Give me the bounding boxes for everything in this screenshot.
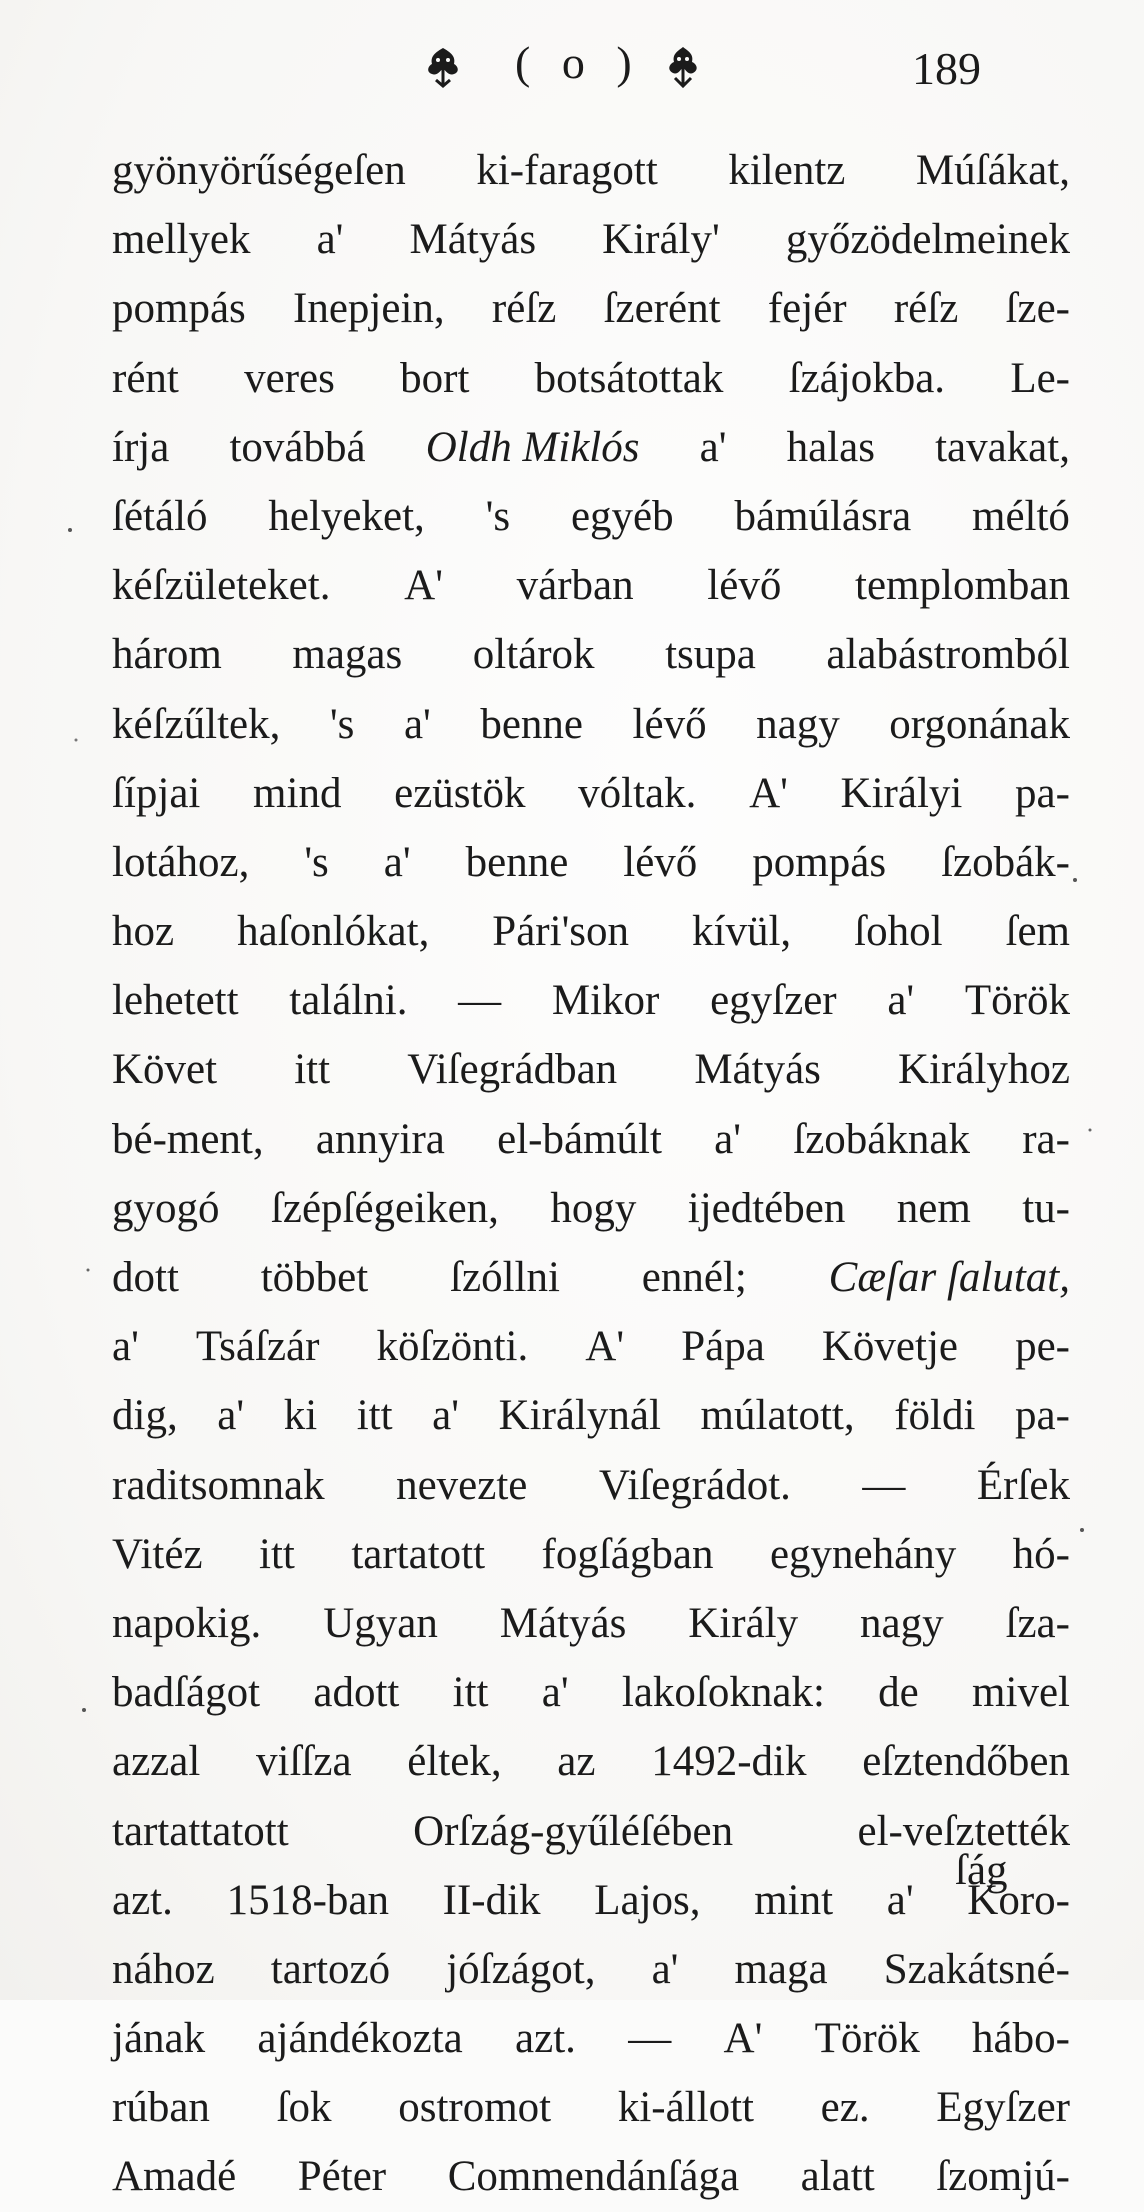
word: 1492-dik (651, 1738, 807, 1786)
word: a' (886, 1876, 914, 1924)
word: helyeket, (268, 492, 425, 540)
text-line (112, 1589, 1070, 1658)
word: ſze- (1005, 285, 1070, 333)
word: tartattatott (112, 1807, 289, 1855)
word: kéſzűltek, (112, 700, 281, 748)
word: tu- (1022, 1184, 1070, 1232)
word: tsupa (665, 631, 756, 679)
word: bort (400, 354, 470, 402)
word: hogy (550, 1184, 637, 1232)
word: Királyi (840, 769, 963, 817)
word: maga (734, 1945, 828, 1993)
word: halas (786, 423, 875, 471)
word: egyéb (570, 492, 674, 540)
word: Commendánſága (447, 2153, 740, 2201)
word: Tsáſzár (195, 1323, 320, 1371)
word: jának (112, 2015, 206, 2063)
word: azzal (112, 1738, 201, 1786)
word: itt (356, 1392, 393, 1440)
word: tartatott (351, 1530, 486, 1578)
word: az (557, 1738, 596, 1786)
word: Mátyás (694, 1046, 821, 1094)
word: mivel (972, 1669, 1070, 1717)
word: réſz (491, 285, 557, 333)
word: nához (112, 1945, 215, 1993)
word: nagy (756, 700, 840, 748)
word: annyira (315, 1115, 445, 1163)
word: A' (585, 1323, 625, 1371)
word: ſzerént (603, 285, 721, 333)
word: fejér (767, 285, 847, 333)
word: Mátyás (409, 216, 537, 264)
word: ſzobáknak (793, 1115, 970, 1163)
word: 's (485, 492, 511, 540)
word: benne (480, 700, 583, 748)
word: ſohol (854, 908, 943, 956)
word: tavakat, (935, 423, 1070, 471)
word: Királyhoz (898, 1046, 1070, 1094)
text-line (112, 1727, 1070, 1796)
word: ſok (276, 2084, 332, 2132)
word: templomban (855, 562, 1070, 610)
text-line (112, 344, 1070, 413)
word: pompás (112, 285, 246, 333)
text-line (112, 897, 1070, 966)
word: ſzóllni (450, 1254, 560, 1301)
text-line (112, 1935, 1070, 2004)
word: 1518-ban (226, 1876, 389, 1924)
word: Érſek (976, 1461, 1070, 1509)
text-line (112, 1451, 1070, 1520)
word: pe- (1015, 1323, 1070, 1371)
word: éltek, (407, 1738, 502, 1786)
word: mind (253, 769, 342, 817)
word: Követ (112, 1046, 218, 1094)
word: ki-állott (617, 2084, 754, 2132)
word: nevezte (396, 1461, 528, 1509)
text-line (112, 482, 1070, 551)
word: rént (112, 354, 179, 402)
word: a' (217, 1392, 245, 1440)
word: 's (304, 838, 329, 886)
text-line (112, 1035, 1070, 1104)
catchword: ſág (955, 1847, 1008, 1894)
word: dig, (112, 1392, 178, 1440)
word: — (458, 977, 502, 1025)
word: ſzépſégeiken, (270, 1184, 499, 1232)
word: a' (541, 1669, 569, 1717)
word: oltárok (472, 631, 595, 679)
word: Orſzág-gyűléſében (413, 1807, 734, 1855)
word: egynehány (769, 1530, 957, 1578)
word: ostromot (398, 2084, 552, 2132)
word: 's (329, 700, 355, 748)
word: Viſegrádot. (598, 1461, 791, 1509)
word: alatt (800, 2153, 875, 2201)
word: találni. (289, 977, 408, 1025)
word: haſonlókat, (237, 908, 430, 956)
text-line (112, 690, 1070, 759)
word: méltó (972, 492, 1070, 540)
word: raditsomnak (112, 1461, 325, 1509)
word: de (878, 1669, 919, 1717)
word: jóſzágot, (446, 1945, 596, 1993)
text-line (112, 274, 1070, 343)
word: Koro- (967, 1876, 1070, 1924)
word: lotához, (112, 838, 250, 886)
word: Török (964, 977, 1070, 1025)
word: Péter (297, 2153, 387, 2201)
word: ijedtében (687, 1184, 846, 1232)
word: Pári'son (492, 908, 630, 956)
word: a' (887, 977, 915, 1025)
word: fogſágban (541, 1530, 714, 1578)
text-line (112, 136, 1070, 205)
word: adott (313, 1669, 400, 1717)
word: Török (814, 2015, 920, 2063)
word: magas (292, 631, 403, 679)
word: a' (112, 1323, 139, 1371)
word: ki-faragott (476, 147, 658, 194)
flower-ornament-icon (658, 42, 708, 92)
text-line (112, 2073, 1070, 2142)
word: hó- (1012, 1530, 1070, 1578)
word: ra- (1022, 1115, 1070, 1163)
word: Inepjein, (293, 285, 445, 333)
word: itt (452, 1669, 489, 1717)
word: ſétáló (112, 492, 208, 540)
word: a' (383, 838, 411, 886)
word: ſzomjú- (936, 2153, 1070, 2201)
word: Le- (1010, 354, 1070, 402)
word: Amadé (112, 2153, 237, 2201)
word: gyönyörűségeſen (112, 147, 406, 194)
word: bé-ment, (112, 1115, 264, 1163)
word: gyogó (112, 1184, 220, 1232)
word: el-bámúlt (497, 1115, 662, 1163)
word: dott (112, 1254, 179, 1301)
word: lehetett (112, 977, 239, 1025)
word: — (862, 1461, 906, 1509)
text-line (112, 551, 1070, 620)
text-line (112, 1797, 1070, 1866)
word: — (628, 2015, 672, 2063)
word: Mátyás (499, 1599, 627, 1647)
word: veres (244, 354, 335, 402)
word: azt. (515, 2015, 576, 2063)
word: lévő (632, 700, 707, 748)
word: A' (749, 769, 788, 817)
word: a' (699, 423, 727, 471)
word: ez. (820, 2084, 870, 2132)
word: Vitéz (112, 1530, 203, 1578)
word: lakoſoknak: (621, 1669, 825, 1717)
word: Ugyan (323, 1599, 438, 1647)
word: azt. (112, 1876, 173, 1924)
word: alabástromból (826, 631, 1070, 679)
word: Követje (821, 1323, 958, 1371)
text-line (112, 1866, 1070, 1935)
word: a' (714, 1115, 741, 1163)
italic-phrase: Cæſar ſalutat, (828, 1254, 1070, 1301)
text-line (112, 759, 1070, 828)
word: mint (754, 1876, 834, 1924)
text-line (112, 413, 1070, 482)
word: Múſákat, (915, 147, 1070, 194)
word: bámúlásra (734, 492, 912, 540)
word: kéſzületeket. (112, 562, 331, 610)
word: győzödelmeinek (785, 216, 1070, 264)
word: hábo- (972, 2015, 1070, 2063)
word: viſſza (256, 1738, 352, 1786)
word: Pápa (681, 1323, 765, 1371)
word: a' (651, 1945, 679, 1993)
word: tartozó (270, 1945, 391, 1993)
word: ajándékozta (257, 2015, 463, 2063)
text-line (112, 620, 1070, 689)
flower-ornament-icon (418, 42, 468, 92)
word: Király (688, 1599, 799, 1647)
word: Egyſzer (936, 2084, 1070, 2132)
text-line (112, 966, 1070, 1035)
word: eſztendőben (862, 1738, 1070, 1786)
word: ezüstök (394, 769, 526, 817)
text-line (112, 1243, 1070, 1312)
word: írja (112, 423, 170, 471)
page-header (0, 28, 1144, 108)
word: lévő (707, 562, 782, 610)
text-line (112, 1174, 1070, 1243)
word: kilentz (728, 147, 846, 194)
word: A' (723, 2015, 763, 2063)
word: réſz (893, 285, 959, 333)
word: el-veſztették (857, 1807, 1070, 1855)
word: várban (516, 562, 634, 610)
word: orgonának (889, 700, 1070, 748)
word: Viſegrádban (407, 1046, 618, 1094)
word: benne (465, 838, 569, 886)
word: vóltak. (578, 769, 697, 817)
word: ſem (1005, 908, 1070, 956)
text-line (112, 1658, 1070, 1727)
word: lévő (623, 838, 698, 886)
word: pa- (1015, 769, 1070, 817)
text-line (112, 1105, 1070, 1174)
word: A' (404, 562, 443, 610)
word: ſzájokba. (788, 354, 946, 402)
word: itt (294, 1046, 331, 1094)
text-line (112, 1381, 1070, 1450)
italic-name: Oldh Miklós (425, 423, 640, 471)
word: mellyek (112, 216, 251, 264)
word: Lajos, (594, 1876, 701, 1924)
word: a' (316, 216, 344, 264)
word: rúban (112, 2084, 210, 2132)
page-number: 189 (912, 43, 981, 94)
body-text (112, 136, 1070, 2212)
word: ki (283, 1392, 318, 1440)
word: nagy (860, 1599, 944, 1647)
word: pa- (1015, 1392, 1070, 1440)
word: ſípjai (112, 769, 201, 817)
word: napokig. (112, 1599, 262, 1647)
text-line (112, 2004, 1070, 2073)
word: Királynál (498, 1392, 661, 1440)
word: a' (403, 700, 431, 748)
word: badſágot (112, 1669, 261, 1717)
word: egyſzer (710, 977, 837, 1025)
word: ſza- (1005, 1599, 1070, 1647)
word: itt (259, 1530, 295, 1578)
word: botsátottak (534, 354, 724, 402)
word: nem (896, 1184, 971, 1232)
text-line (112, 2142, 1070, 2211)
word: továbbá (229, 423, 366, 471)
word: ennél; (641, 1254, 747, 1301)
word: múlatott, (700, 1392, 855, 1440)
word: kívül, (692, 908, 792, 956)
word: a' (432, 1392, 459, 1440)
text-line (112, 828, 1070, 897)
word: földi (894, 1392, 976, 1440)
word: Király' (602, 216, 720, 264)
word: Szakátsné- (883, 1945, 1070, 1993)
word: II-dik (442, 1876, 541, 1924)
text-line (112, 1312, 1070, 1381)
text-line (112, 205, 1070, 274)
word: többet (260, 1254, 369, 1301)
word: három (112, 631, 222, 679)
text-line (112, 1520, 1070, 1589)
word: Mikor (551, 977, 660, 1025)
word: hoz (112, 908, 175, 956)
word: köſzönti. (376, 1323, 529, 1371)
word: pompás (752, 838, 887, 886)
word: ſzobák- (941, 838, 1070, 886)
header-mark: ( o ) (515, 37, 642, 88)
